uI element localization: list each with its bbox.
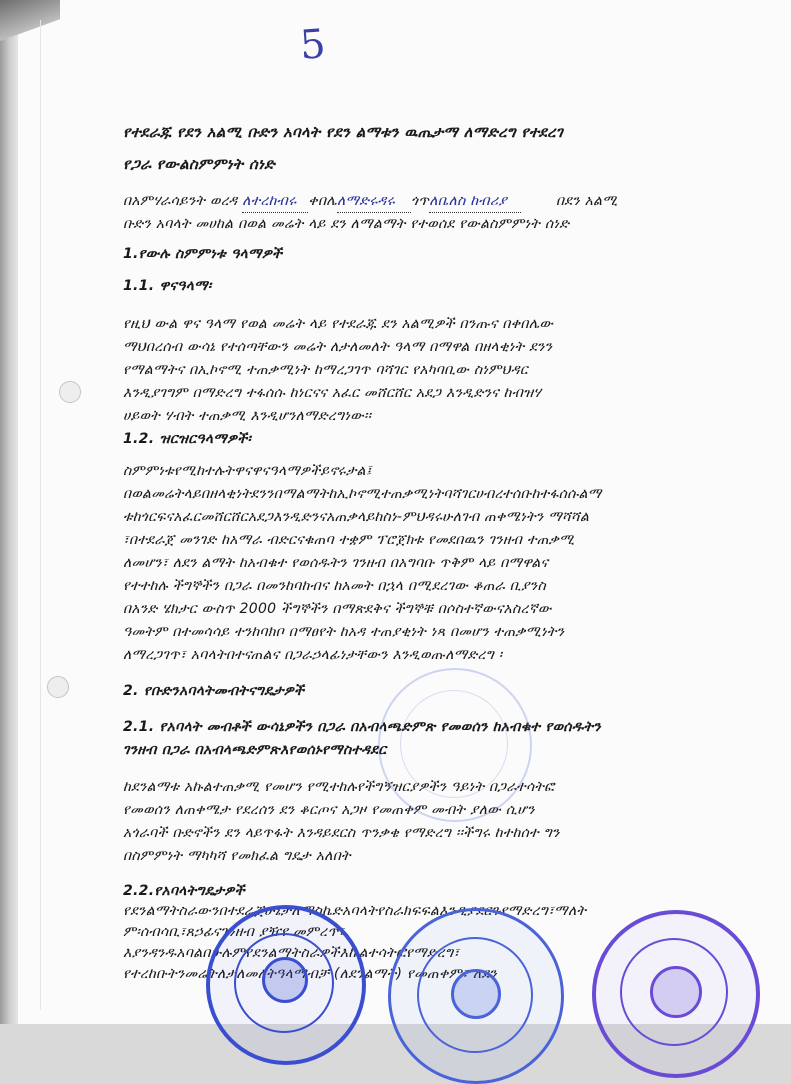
section-2-2-line: የተረከቡትንመሬትለታለመለትዓላማብቻ (ለደንልማት) የመጠቀም፣ ለደን [123,966,497,982]
punch-hole-top [59,381,81,403]
section-2-2-heading: 2.2.የአባላትግዴታዎች [123,883,245,899]
section-1-2-line: ዓመትም በተመሳሳይ ተንከባክቦ በማፀየት ከአዳ ተጠያቂነት ነጻ በመሆን ተጠቃሚነትን [123,624,565,640]
section-2-heading: 2. የቡድንአባላትመብትናግዴታዎች [123,683,305,699]
section-1-1-heading: 1.1. ዋናዓላማ፡ [123,278,212,294]
punch-hole-bottom [47,676,69,698]
intro-line-1 [123,190,618,213]
section-2-1-line: ከደንልማቱ አኩልተጠቃሚ የመሆን የሚተከሉየችግኝዝርያዎችን ዓይነት በጋራተሳትፎ [123,779,555,795]
folded-corner [0,0,60,46]
section-1-1-line: የዚህ ውል ዋና ዓላማ የወል መሬት ላይ የተደራጁ ደን አልሚዎች በንጡና በቀበሌው [123,316,554,332]
section-1-2-line: ቱከጎርፍናአፈርመሸርሸርአደጋእንዲድንናአጠቃላይከስነ-ምህዳሩሁለገብ ጠቀሜነትን ማሻሻል [123,509,590,525]
intro-mid-1: ቀበሌ [308,193,337,209]
intro-mid-2: ጎጥ [410,193,430,209]
handwritten-page-number: 5 [298,21,328,69]
section-2-2-line: የደንልማትስራውንበተደራጀሁኔታለማስኬድአባላትየስራክፍፍልእንዲያደርጉየማድረግ፣ማለት [123,903,587,919]
official-stamp-left [206,905,366,1065]
section-2-1-line: በስምምነት ማካካሻ የመክፈል ግዴታ አለበት [123,848,351,864]
section-1-1-line: እንዲያገግም በማድረግ ተፋሰሱ ከነርናና አፈር መሸርሸር አደጋ እንዲድንና ከብዝሃ [123,385,542,401]
page-edge-shadow [0,0,18,1024]
official-stamp-center [388,908,564,1084]
section-2-2-line: እያንዳንዱአባልበሁሉምየደንልማትስራዎችእኩልተሳትፎየማድረግ፣ [123,945,460,961]
section-1-1-line: ማህበረሰብ ውሳኔ የተሰጣቸውን መሬት ለታለመለት ዓላማ በማዋል በዘላቂነት ደንን [123,339,553,355]
section-1-1-line: የማልማትና በኢኮኖሚ ተጠቃሚነት ከማረጋገጥ ባሻገር የአካባቢው ስነምህዳር [123,362,528,378]
section-2-2-line: ም፡ሰብሳቢ፣ጸኃፊናገንዘብ ያዥየ መምረጥ፣ [123,924,345,940]
intro-line-2: ቡድን አባላት መሀከል በወል መሬት ላይ ደን ለማልማት የተወሰደ የውልስምምነት ሰነድ [123,216,570,232]
intro-prefix: በአምሃራሳይንት ወረዳ [123,193,238,209]
section-1-2-line: በወልመሬትላይበዘላቂነትደንንበማልማትከኢኮኖሚተጠቃሚነትባሻገርሀብረተሰቡከተፋሰሱልማ [123,486,602,502]
section-2-1-heading: ገንዘብ በጋራ በአብላጫድምጽእየወሰኑየማስተዳደር [123,742,387,758]
section-1-2-line: ፣በተደራጀ መንገድ ከአማራ ብድርናቁጠባ ተቋም ፕሮጀክቱ የመደበዉን ገንዘብ ተጠቃሚ [123,532,575,548]
official-stamp-right [592,910,760,1078]
section-1-2-heading: 1.2. ዝርዝርዓላማዎች፡ [123,431,252,447]
section-1-2-line: የተተከሉ ችግኞችን በጋራ በመንከባከብና ከአመት በኋላ በሚደረገው ቆጠራ ቢያንስ [123,578,546,594]
section-1-2-line: ስምምነቱየሚከተሉትዋናዋናዓላማዎችይኖሩታል፤ [123,463,372,479]
handwritten-location: ለቤለስ ከብሪያ [429,190,521,213]
faded-stamp [378,668,532,822]
section-1-2-line: በአንድ ሄክታር ውስጥ 2000 ችግኞችን በማጽደቅና ችግኞቹ በሶስተኛውናአስረኛው [123,601,552,617]
section-2-1-line: አጎራባች ቡድኖችን ደን ላይጥፋት እንዳይደርስ ጥንቃቄ የማድረግ ፡፡ችግሩ ከተከሰተ ግን [123,825,560,841]
section-1-1-line: ሀይወት ሃብት ተጠቃሚ እንዲሆንለማድረግነው፡፡ [123,408,372,424]
handwritten-got-name: ለማድሩዳሩ [337,190,411,213]
margin-line [40,20,41,1010]
intro-suffix: በደን አልሚ [555,193,618,209]
document-title-line-1: የተደራጁ የደን አልሚ ቡድን አባላት የደን ልማቱን ዉጤታማ ለማድረግ የተደረገ [123,123,563,141]
section-1-heading: 1.የውሉ ስምምነቱ ዓላማዎች [123,246,283,262]
section-1-2-line: ለማረጋገጥ፣ አባላትበተናጠልና በጋራኃላፊነታቸውን እንዲወጡለማድረግ ፡ [123,647,503,663]
handwritten-kebele-name: ለተረከብሩ [242,190,308,213]
document-title-line-2: የጋራ የውልስምምነት ሰነድ [123,155,275,173]
section-1-2-line: ለመሆን፣ ለደን ልማት ከአብቁተ የወሰዱትን ገንዘብ በአግባቡ ጥቅም ላይ በማዋልና [123,555,549,571]
section-2-1-heading: 2.1. የአባላት መብቶች ውሳኔዎችን በጋራ በአብላጫድምጽ የመወሰን ከአብቁተ የወሰዱትን [123,719,601,735]
section-2-1-line: የመወሰን ለጠቀሜታ የደረሰን ደን ቆርጦና አጋዞ የመጠቀም መብት ያለው ሲሆን [123,802,535,818]
